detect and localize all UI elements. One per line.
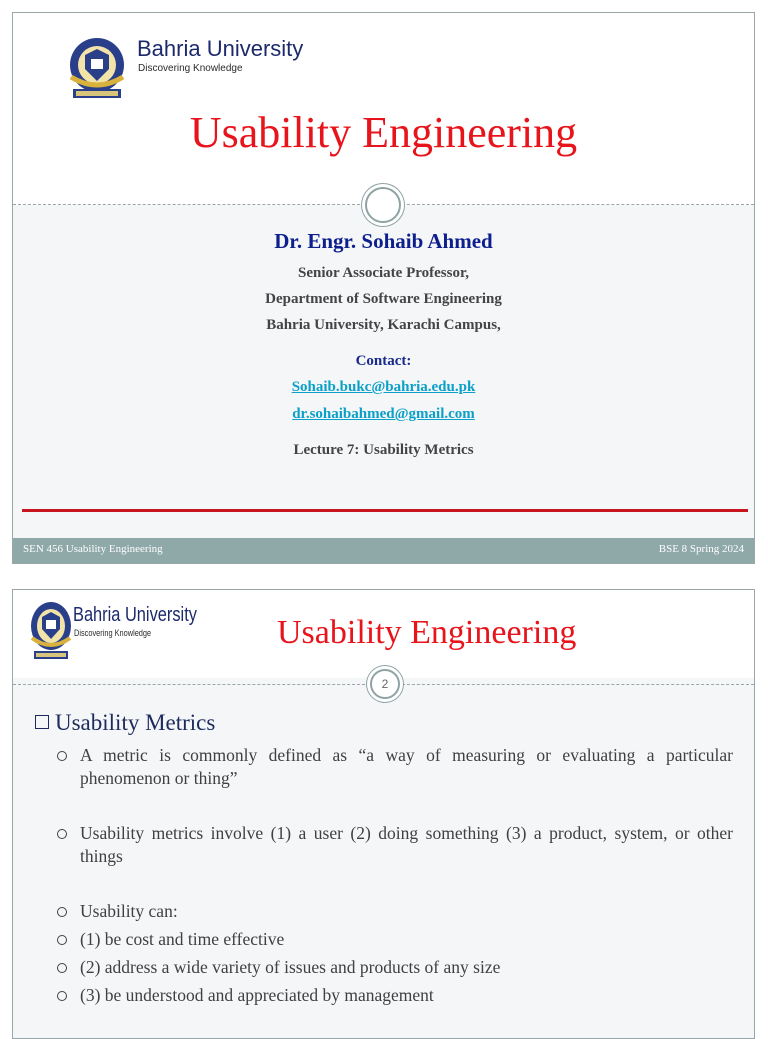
email-link-secondary[interactable]: dr.sohaibahmed@gmail.com [292, 406, 475, 422]
list-item [57, 822, 733, 868]
page-circle-icon [365, 187, 401, 223]
brand-name: Bahria University [137, 36, 304, 61]
page-number-text: 2 [381, 677, 389, 691]
bullet-text: (3) be understood and appreciated by management [80, 985, 434, 1005]
author-campus: Bahria University, Karachi Campus, [266, 317, 501, 333]
slide-footer [13, 538, 754, 563]
email-link-primary[interactable]: Sohaib.bukc@bahria.edu.pk [291, 379, 476, 395]
list-item [57, 744, 733, 790]
brand-name: Bahria University [73, 604, 197, 626]
circle-bullet-icon [57, 935, 67, 945]
circle-bullet-icon [57, 829, 67, 839]
contact-label: Contact: [355, 353, 412, 369]
red-divider [22, 509, 748, 512]
section-heading-text: Usability Metrics [55, 710, 216, 735]
slide-header [13, 13, 754, 205]
brand-tagline: Discovering Knowledge [138, 63, 243, 74]
list-item [57, 956, 733, 979]
slide-2 [12, 589, 755, 1039]
author-department: Department of Software Engineering [265, 291, 502, 307]
university-seal-icon [65, 35, 133, 105]
slide-title: Usability Engineering [277, 614, 577, 651]
university-seal-icon [29, 600, 73, 664]
circle-bullet-icon [57, 991, 67, 1001]
author-name: Dr. Engr. Sohaib Ahmed [274, 229, 493, 253]
circle-bullet-icon [57, 963, 67, 973]
slide-1 [12, 12, 755, 564]
lecture-title: Lecture 7: Usability Metrics [293, 442, 474, 458]
bullet-list [57, 744, 733, 1007]
checkbox-bullet-icon [35, 715, 49, 729]
footer-term: BSE 8 Spring 2024 [658, 543, 744, 555]
section-heading [35, 710, 215, 736]
bullet-text: (2) address a wide variety of issues and products of any size [80, 957, 501, 977]
brand-tagline: Discovering Knowledge [74, 628, 152, 638]
bullet-text: Usability can: [80, 901, 178, 921]
list-item [57, 928, 733, 951]
list-item [57, 900, 733, 923]
author-block [13, 229, 754, 459]
bullet-text: Usability metrics involve (1) a user (2) doing something (3) a product, system, or other things [80, 823, 733, 866]
list-item [57, 984, 733, 1007]
page-number [370, 669, 400, 699]
footer-course: SEN 456 Usability Engineering [23, 543, 163, 555]
circle-bullet-icon [57, 907, 67, 917]
circle-bullet-icon [57, 751, 67, 761]
author-position: Senior Associate Professor, [298, 265, 469, 281]
bullet-text: A metric is commonly defined as “a way of measuring or evaluating a particular phenomenon or thing” [80, 745, 733, 788]
slide-title: Usability Engineering [189, 108, 578, 157]
slide-header [13, 590, 754, 678]
bullet-text: (1) be cost and time effective [80, 929, 285, 949]
